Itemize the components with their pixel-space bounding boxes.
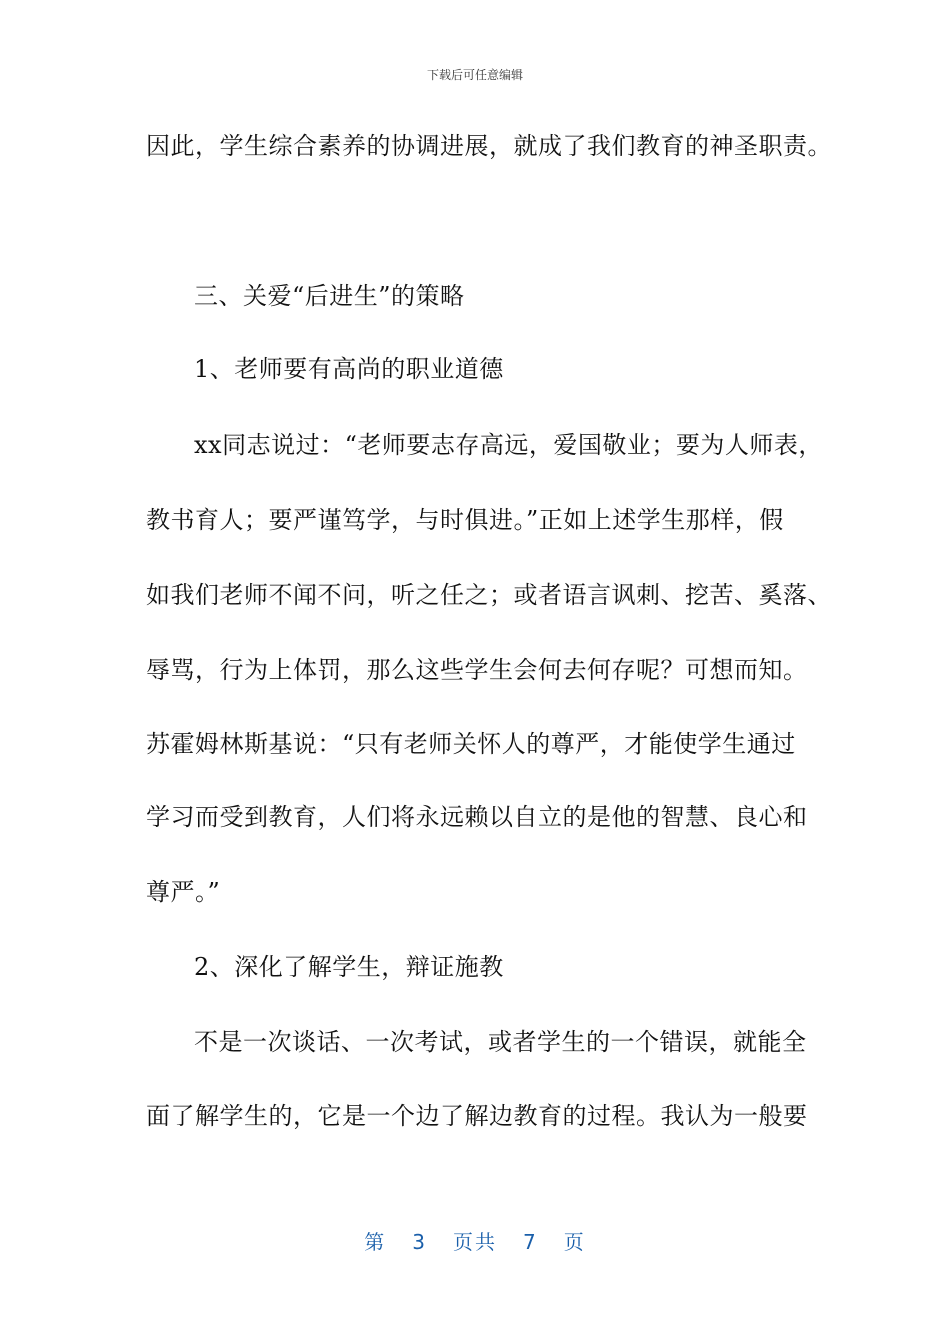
paragraph-line: 苏霍姆林斯基说：“只有老师关怀人的尊严，才能使学生通过 [146,730,796,758]
section-heading: 三、关爱“后进生”的策略 [194,282,465,310]
footer-prefix: 第 [364,1230,387,1254]
page-footer [0,1226,950,1255]
paragraph-line: xx同志说过：“老师要志存高远，爱国敬业；要为人师表， [194,431,823,459]
subsection-heading: 1、老师要有高尚的职业道德 [194,355,504,383]
paragraph-line: 面了解学生的，它是一个边了解边教育的过程。我认为一般要 [146,1102,808,1130]
paragraph-line: 学习而受到教育，人们将永远赖以自立的是他的智慧、良心和 [146,803,808,831]
header-note: 下载后可任意编辑 [426,68,523,82]
paragraph-line: 辱骂，行为上体罚，那么这些学生会何去何存呢？可想而知。 [146,656,808,684]
footer-total-pages: 7 [523,1230,538,1254]
paragraph-line: 不是一次谈话、一次考试，或者学生的一个错误，就能全 [194,1028,807,1056]
footer-middle: 页共 [453,1230,497,1254]
footer-page-number: 3 [412,1230,427,1254]
subsection-heading: 2、深化了解学生，辩证施教 [194,953,504,981]
paragraph-line: 如我们老师不闻不问，听之任之；或者语言讽刺、挖苦、奚落、 [146,581,832,609]
footer-suffix: 页 [563,1230,586,1254]
paragraph-line: 因此，学生综合素养的协调进展，就成了我们教育的神圣职责。 [146,132,832,160]
paragraph-line: 教书育人；要严谨笃学，与时俱进。”正如上述学生那样，假 [146,506,784,534]
paragraph-line: 尊严。” [146,878,221,906]
